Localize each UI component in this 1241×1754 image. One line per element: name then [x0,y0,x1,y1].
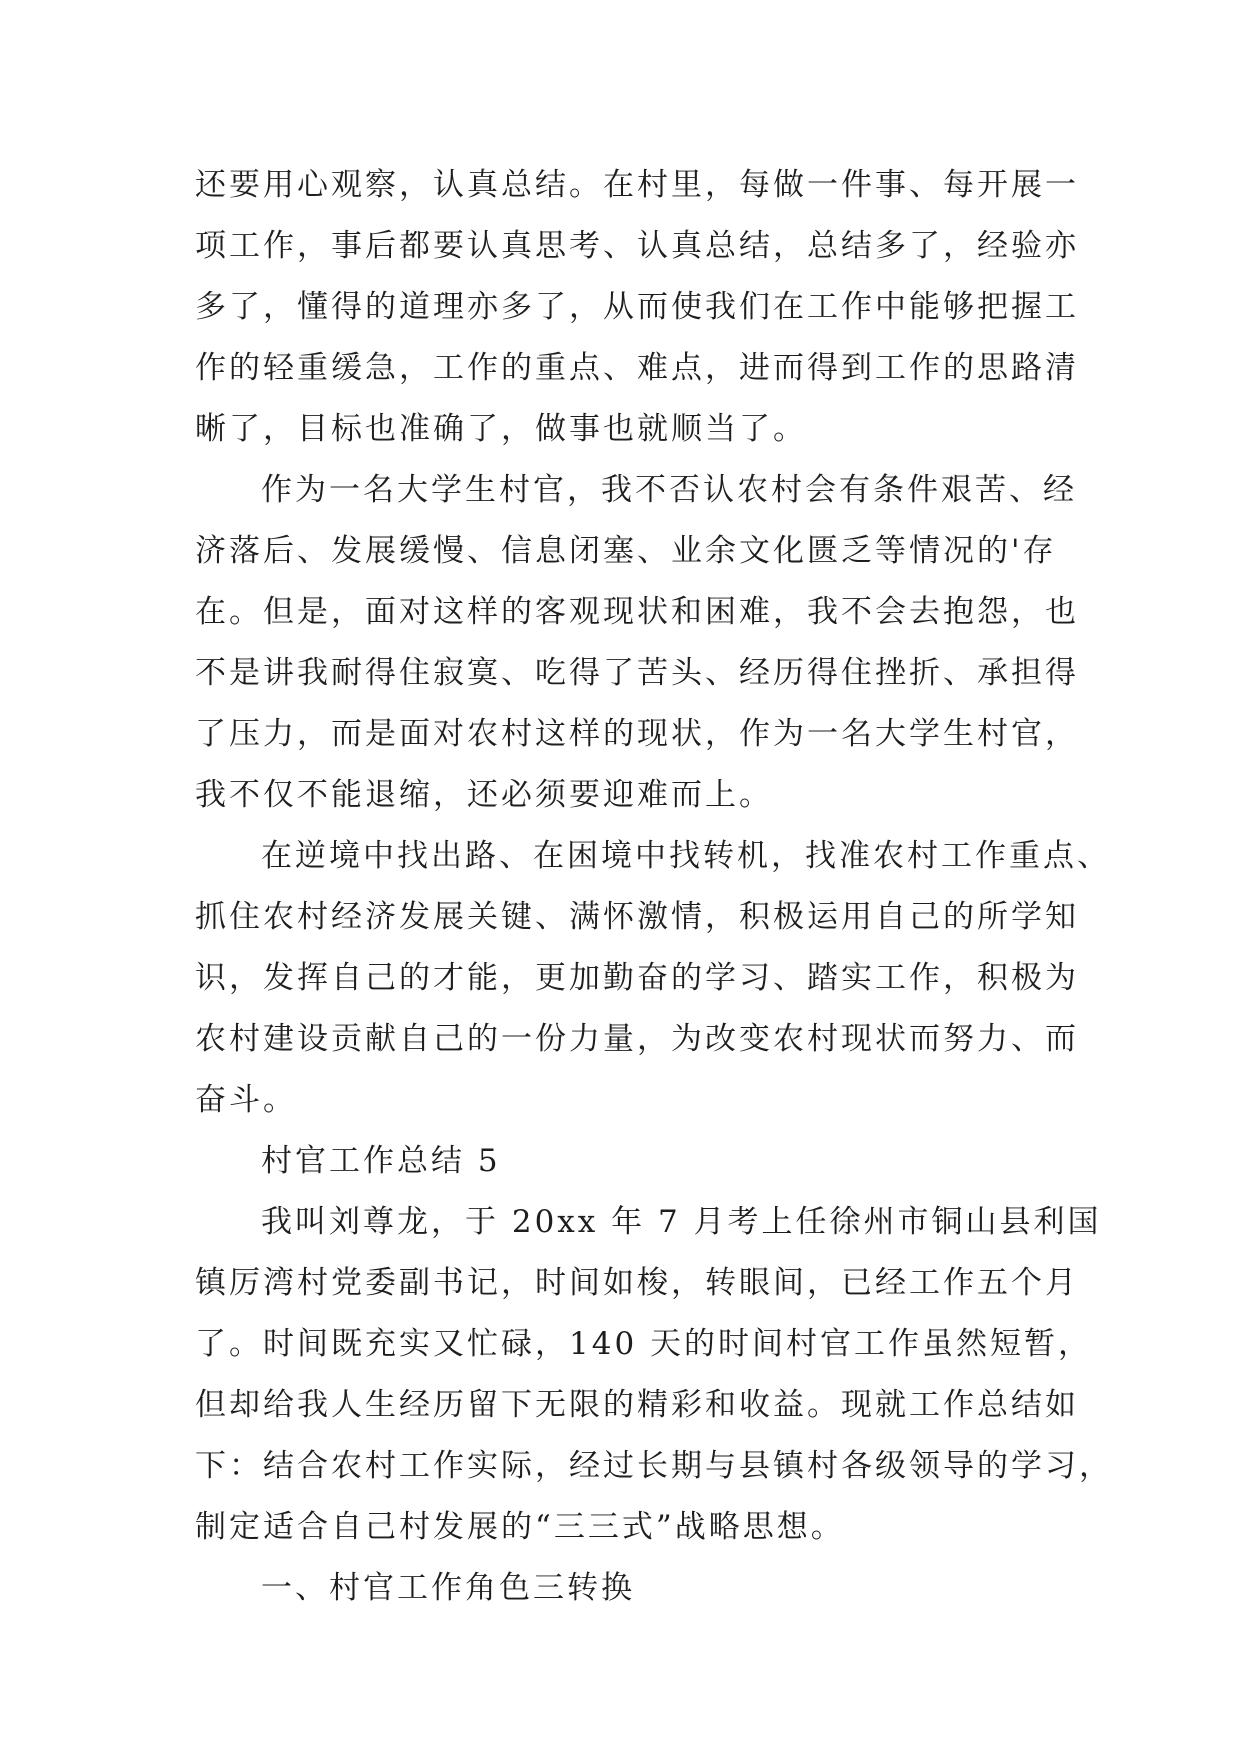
paragraph [195,460,1079,826]
text-line: 下：结合农村工作实际，经过长期与县镇村各级领导的学习， [195,1448,1113,1484]
text-line: 制定适合自己村发展的“三三式”战略思想。 [195,1509,845,1545]
text-line: 我不仅不能退缩，还必须要迎难而上。 [195,777,773,813]
text-line: 济落后、发展缓慢、信息闭塞、业余文化匮乏等情况的'存 [195,533,1057,569]
text-line: 镇厉湾村党委副书记，时间如梭，转眼间，已经工作五个月 [195,1265,1079,1301]
text-line: 项工作，事后都要认真思考、认真总结，总结多了，经验亦 [195,228,1079,264]
text-line: 晰了，目标也准确了，做事也就顺当了。 [195,411,807,447]
text-line: 在。但是，面对这样的客观现状和困难，我不会去抱怨，也 [195,594,1079,630]
text-line: 作的轻重缓急，工作的重点、难点，进而得到工作的思路清 [195,350,1079,386]
text-line: 识，发挥自己的才能，更加勤奋的学习、踏实工作，积极为 [195,960,1079,996]
text-line: 奋斗。 [195,1082,297,1118]
text-line: 但却给我人生经历留下无限的精彩和收益。现就工作总结如 [195,1387,1079,1423]
paragraph [195,826,1111,1131]
text-line: 多了，懂得的道理亦多了，从而使我们在工作中能够把握工 [195,289,1079,325]
paragraph [195,1131,1075,1192]
text-line: 作为一名大学生村官，我不否认农村会有条件艰苦、经 [261,472,1077,508]
text-line: 农村建设贡献自己的一份力量，为改变农村现状而努力、而 [195,1021,1079,1057]
text-line: 一、村官工作角色三转换 [261,1570,635,1606]
text-line: 我叫刘尊龙，于 20xx 年 7 月考上任徐州市铜山县利国 [261,1204,1102,1240]
paragraph [195,1192,1113,1558]
paragraph [195,155,1079,460]
text-line: 了压力，而是面对农村这样的现状，作为一名大学生村官， [195,716,1079,752]
text-line: 村官工作总结 5 [261,1143,501,1179]
document-body [195,155,1113,1619]
text-line: 了。时间既充实又忙碌，140 天的时间村官工作虽然短暂， [195,1326,1093,1362]
text-line: 抓住农村经济发展关键、满怀激情，积极运用自己的所学知 [195,899,1079,935]
text-line: 还要用心观察，认真总结。在村里，每做一件事、每开展一 [195,167,1079,203]
paragraph [195,1558,1075,1619]
text-line: 在逆境中找出路、在困境中找转机，找准农村工作重点、 [261,838,1111,874]
text-line: 不是讲我耐得住寂寞、吃得了苦头、经历得住挫折、承担得 [195,655,1079,691]
